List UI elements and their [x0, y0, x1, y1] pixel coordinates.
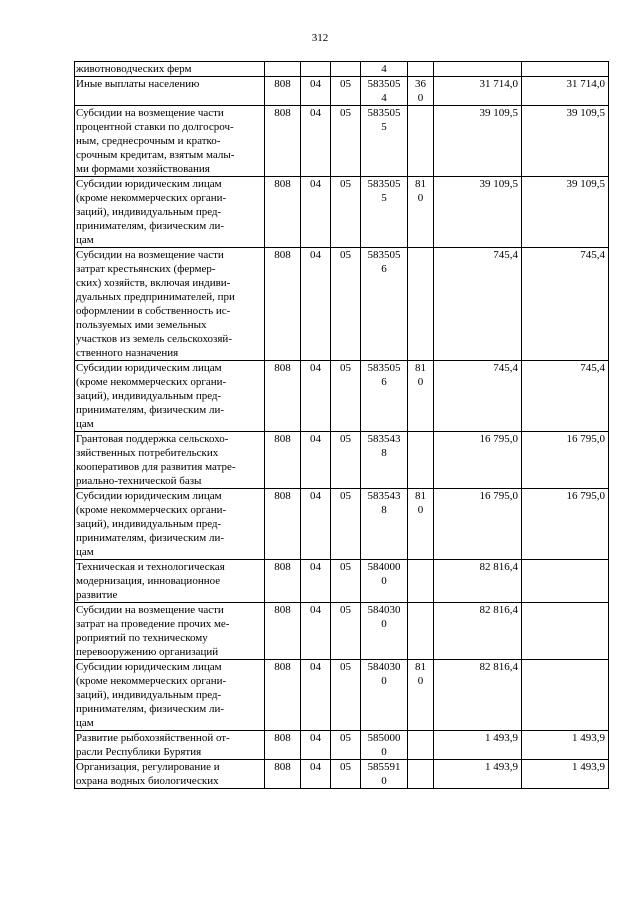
section-code-cell: 04 [301, 660, 331, 731]
row-name-cell: Субсидии юридическим лицам (кроме некоммерческих органи- заций), индивидуальным пред- принимателям, физическим ли- цам [75, 660, 265, 731]
row-name-cell: Субсидии на возмещение части затрат на проведение прочих ме- роприятий по техническому перевооружению организаций [75, 603, 265, 660]
target-article-cell: 583543 8 [361, 432, 408, 489]
ved-code-cell: 808 [265, 106, 301, 177]
page-number: 312 [311, 32, 329, 44]
subsection-code-cell: 05 [331, 361, 361, 432]
subsection-code-cell: 05 [331, 248, 361, 361]
amount-2-cell [522, 560, 609, 603]
amount-1-cell: 1 493,9 [434, 731, 522, 760]
amount-2-cell: 745,4 [522, 248, 609, 361]
target-article-cell: 583505 4 [361, 77, 408, 106]
expense-type-cell: 81 0 [408, 489, 434, 560]
amount-1-cell: 745,4 [434, 248, 522, 361]
section-code-cell: 04 [301, 77, 331, 106]
ved-code-cell [265, 62, 301, 77]
target-article-cell: 583505 5 [361, 177, 408, 248]
ved-code-cell: 808 [265, 361, 301, 432]
table-row [75, 489, 609, 560]
section-code-cell: 04 [301, 106, 331, 177]
amount-2-cell: 16 795,0 [522, 489, 609, 560]
row-name-cell: Грантовая поддержка сельскохо- зяйственных потребительских кооперативов для развития матре- риально-технической базы [75, 432, 265, 489]
ved-code-cell: 808 [265, 489, 301, 560]
subsection-code-cell: 05 [331, 603, 361, 660]
subsection-code-cell: 05 [331, 106, 361, 177]
target-article-cell: 585000 0 [361, 731, 408, 760]
ved-code-cell: 808 [265, 560, 301, 603]
expense-type-cell [408, 760, 434, 789]
amount-2-cell [522, 603, 609, 660]
amount-2-cell: 39 109,5 [522, 177, 609, 248]
amount-2-cell: 745,4 [522, 361, 609, 432]
section-code-cell: 04 [301, 361, 331, 432]
row-name-cell: Субсидии юридическим лицам (кроме некоммерческих органи- заций), индивидуальным пред- принимателям, физическим ли- цам [75, 361, 265, 432]
ved-code-cell: 808 [265, 77, 301, 106]
section-code-cell: 04 [301, 177, 331, 248]
target-article-cell: 4 [361, 62, 408, 77]
target-article-cell: 584030 0 [361, 660, 408, 731]
row-name-cell: Иные выплаты населению [75, 77, 265, 106]
ved-code-cell: 808 [265, 603, 301, 660]
amount-1-cell: 39 109,5 [434, 177, 522, 248]
budget-table [74, 61, 609, 789]
subsection-code-cell: 05 [331, 177, 361, 248]
row-name-cell: Субсидии на возмещение части затрат крестьянских (фермер- ских) хозяйств, включая индиви- дуальных предпринимателей, при оформлении в собственность ис- пользуемых ими земельных участков из земель сельскохозяй- ственного назначения [75, 248, 265, 361]
table-row [75, 361, 609, 432]
expense-type-cell: 81 0 [408, 177, 434, 248]
expense-type-cell [408, 106, 434, 177]
expense-type-cell [408, 62, 434, 77]
section-code-cell: 04 [301, 560, 331, 603]
row-name-cell: животноводческих ферм [75, 62, 265, 77]
amount-1-cell: 82 816,4 [434, 660, 522, 731]
table-row [75, 760, 609, 789]
target-article-cell: 583505 6 [361, 361, 408, 432]
table-row [75, 77, 609, 106]
table-row [75, 106, 609, 177]
amount-1-cell: 31 714,0 [434, 77, 522, 106]
target-article-cell: 584000 0 [361, 560, 408, 603]
amount-1-cell: 16 795,0 [434, 432, 522, 489]
target-article-cell: 584030 0 [361, 603, 408, 660]
row-name-cell: Субсидии юридическим лицам (кроме некоммерческих органи- заций), индивидуальным пред- принимателям, физическим ли- цам [75, 489, 265, 560]
section-code-cell: 04 [301, 603, 331, 660]
subsection-code-cell: 05 [331, 432, 361, 489]
table-row [75, 248, 609, 361]
section-code-cell: 04 [301, 760, 331, 789]
section-code-cell: 04 [301, 731, 331, 760]
amount-2-cell [522, 62, 609, 77]
ved-code-cell: 808 [265, 760, 301, 789]
subsection-code-cell [331, 62, 361, 77]
section-code-cell [301, 62, 331, 77]
subsection-code-cell: 05 [331, 489, 361, 560]
amount-1-cell [434, 62, 522, 77]
subsection-code-cell: 05 [331, 731, 361, 760]
amount-2-cell [522, 660, 609, 731]
amount-2-cell: 31 714,0 [522, 77, 609, 106]
ved-code-cell: 808 [265, 660, 301, 731]
expense-type-cell: 81 0 [408, 660, 434, 731]
ved-code-cell: 808 [265, 177, 301, 248]
table-row [75, 560, 609, 603]
expense-type-cell: 36 0 [408, 77, 434, 106]
target-article-cell: 585591 0 [361, 760, 408, 789]
expense-type-cell [408, 603, 434, 660]
ved-code-cell: 808 [265, 248, 301, 361]
ved-code-cell: 808 [265, 432, 301, 489]
amount-1-cell: 1 493,9 [434, 760, 522, 789]
row-name-cell: Организация, регулирование и охрана водных биологических [75, 760, 265, 789]
row-name-cell: Субсидии юридическим лицам (кроме некоммерческих органи- заций), индивидуальным пред- принимателям, физическим ли- цам [75, 177, 265, 248]
amount-1-cell: 39 109,5 [434, 106, 522, 177]
subsection-code-cell: 05 [331, 660, 361, 731]
subsection-code-cell: 05 [331, 77, 361, 106]
table-row [75, 731, 609, 760]
subsection-code-cell: 05 [331, 760, 361, 789]
expense-type-cell [408, 248, 434, 361]
amount-2-cell: 16 795,0 [522, 432, 609, 489]
expense-type-cell [408, 731, 434, 760]
table-row [75, 603, 609, 660]
expense-type-cell [408, 432, 434, 489]
section-code-cell: 04 [301, 248, 331, 361]
amount-1-cell: 82 816,4 [434, 603, 522, 660]
expense-type-cell: 81 0 [408, 361, 434, 432]
table-row [75, 432, 609, 489]
target-article-cell: 583543 8 [361, 489, 408, 560]
table-row [75, 177, 609, 248]
subsection-code-cell: 05 [331, 560, 361, 603]
section-code-cell: 04 [301, 432, 331, 489]
amount-1-cell: 16 795,0 [434, 489, 522, 560]
row-name-cell: Развитие рыбохозяйственной от- расли Республики Бурятия [75, 731, 265, 760]
section-code-cell: 04 [301, 489, 331, 560]
target-article-cell: 583505 6 [361, 248, 408, 361]
amount-1-cell: 745,4 [434, 361, 522, 432]
amount-1-cell: 82 816,4 [434, 560, 522, 603]
table-row [75, 660, 609, 731]
amount-2-cell: 1 493,9 [522, 731, 609, 760]
row-name-cell: Техническая и технологическая модернизация, инновационное развитие [75, 560, 265, 603]
expense-type-cell [408, 560, 434, 603]
amount-2-cell: 1 493,9 [522, 760, 609, 789]
ved-code-cell: 808 [265, 731, 301, 760]
target-article-cell: 583505 5 [361, 106, 408, 177]
table-row [75, 62, 609, 77]
amount-2-cell: 39 109,5 [522, 106, 609, 177]
row-name-cell: Субсидии на возмещение части процентной ставки по долгосроч- ным, среднесрочным и кратко- срочным кредитам, взятым малы- ми формами хозяйствования [75, 106, 265, 177]
table-body [75, 62, 609, 789]
